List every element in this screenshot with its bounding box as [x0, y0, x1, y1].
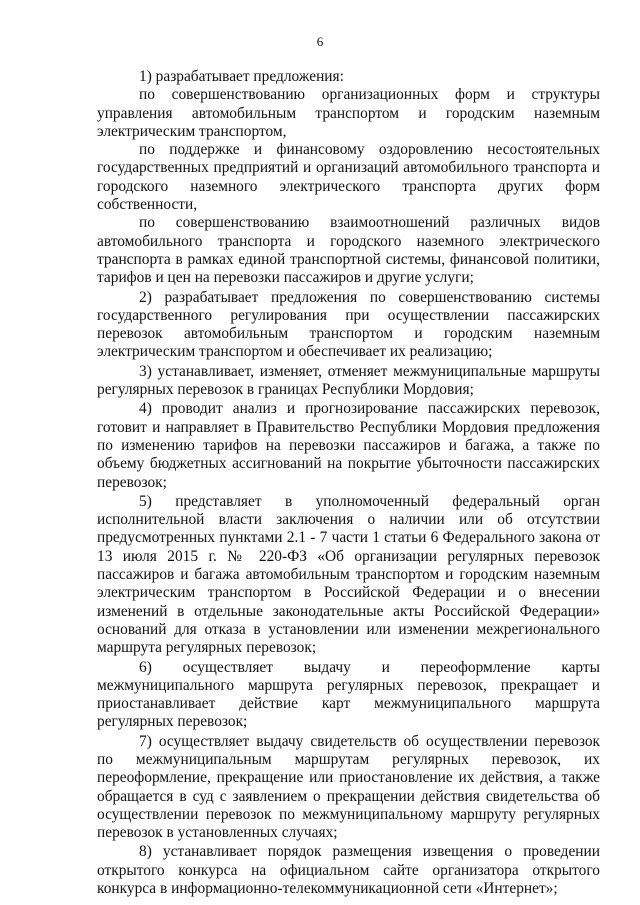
page-number: 6 — [316, 34, 324, 49]
paragraph-5: 5) представляет в уполномоченный федеральный орган исполнительной власти заключения о наличии или об отсутствии предусмотренных пунктами 2.1 - 7 части 1 статьи 6 Федерального закона от 13 июля 2015 г. № 220-ФЗ «Об организации регулярных перевозок пассажиров и багажа автомобильным транспортом и городским наземным электрическим транспортом в Российской Федерации и о внесении изменений в отдельные законодательные акты Российской Федерации» оснований для отказа в установлении или изменении межрегионального маршрута регулярных перевозок; — [97, 492, 600, 657]
paragraph-8: 8) устанавливает порядок размещения извещения о проведении открытого конкурса на официальном сайте организатора открытого конкурса в информационно-телекоммуникационной сети «Интернет»; — [97, 843, 600, 898]
paragraph-1-transport-relations: по совершенствованию взаимоотношений различных видов автомобильного транспорта и городского наземного электрического транспорта в рамках единой транспортной системы, финансовой политики, тарифов и цен на перевозки пассажиров и другие услуги; — [97, 214, 600, 287]
document-body — [97, 68, 600, 898]
paragraph-3: 3) устанавливает, изменяет, отменяет межмуниципальные маршруты регулярных перевозок в границах Республики Мордовия; — [97, 362, 600, 399]
paragraph-2: 2) разрабатывает предложения по совершенствованию системы государственного регулирования при осуществлении пассажирских перевозок автомобильным транспортом и городским наземным электрическим транспортом и обеспечивает их реализацию; — [97, 288, 600, 361]
paragraph-1-organizational-forms: по совершенствованию организационных форм и структуры управления автомобильным транспортом и городским наземным электрическим транспортом, — [97, 86, 600, 140]
paragraph-6: 6) осуществляет выдачу и переоформление карты межмуниципального маршрута регулярных перевозок, прекращает и приостанавливает действие карт межмуниципального маршрута регулярных перевозок; — [97, 658, 600, 731]
paragraph-1-financial-recovery: по поддержке и финансовому оздоровлению несостоятельных государственных предприятий и организаций автомобильного транспорта и городского наземного электрического транспорта других форм собственности, — [97, 141, 600, 214]
paragraph-4: 4) проводит анализ и прогнозирование пассажирских перевозок, готовит и направляет в Правительство Республики Мордовия предложения по изменению тарифов на перевозки пассажиров и багажа, а также по объему бюджетных ассигнований на покрытие убыточности пассажирских перевозок; — [97, 400, 600, 491]
paragraph-7: 7) осуществляет выдачу свидетельств об осуществлении перевозок по межмуниципальным маршрутам регулярных перевозок, их переоформление, прекращение или приостановление их действия, а также обращается в суд с заявлением о прекращении действия свидетельства об осуществлении перевозок по межмуниципальному маршруту регулярных перевозок в установленных случаях; — [97, 732, 600, 842]
paragraph-1-intro: 1) разрабатывает предложения: — [139, 68, 344, 85]
